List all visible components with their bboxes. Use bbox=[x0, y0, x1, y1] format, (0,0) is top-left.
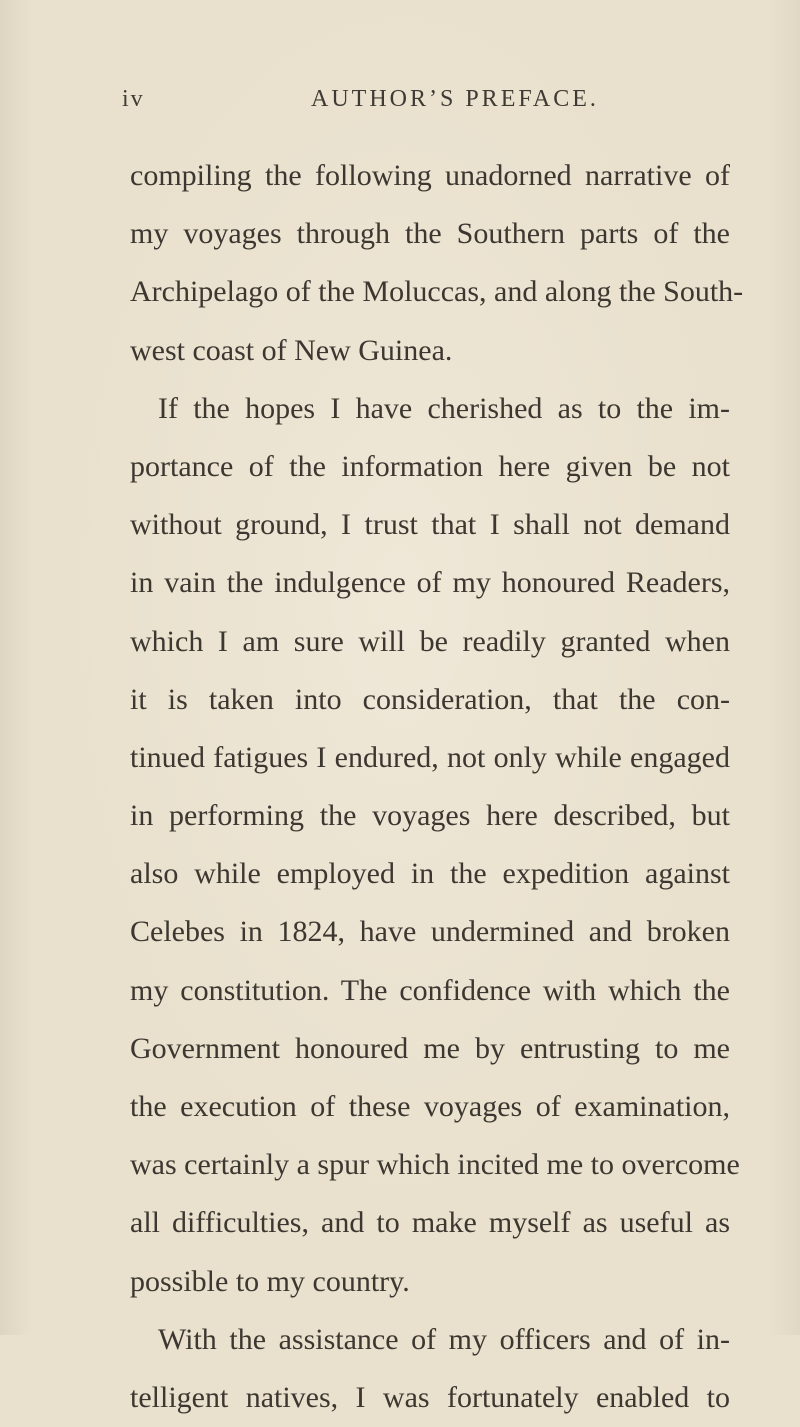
text-line: telligent natives, I was fortunately enabled to bbox=[130, 1380, 730, 1414]
text-line: If the hopes I have cherished as to the im- bbox=[158, 391, 730, 425]
text-line: all difficulties, and to make myself as useful as bbox=[130, 1206, 730, 1240]
text-line: With the assistance of my officers and of in- bbox=[158, 1322, 730, 1356]
running-head bbox=[0, 86, 800, 120]
text-line: Archipelago of the Moluccas, and along the South- bbox=[130, 275, 744, 309]
text-line: possible to my country. bbox=[130, 1264, 410, 1298]
text-line: Celebes in 1824, have undermined and broken bbox=[130, 915, 730, 949]
body-text bbox=[130, 147, 744, 1427]
running-head-title: AUTHOR’S PREFACE. bbox=[311, 86, 599, 112]
page-number: iv bbox=[122, 86, 145, 112]
text-line: also while employed in the expedition against bbox=[130, 857, 730, 891]
text-line: which I am sure will be readily granted when bbox=[130, 624, 730, 658]
text-line: it is taken into consideration, that the con- bbox=[130, 682, 730, 716]
text-line: without ground, I trust that I shall not demand bbox=[130, 508, 730, 542]
text-line: compiling the following unadorned narrative of bbox=[130, 159, 730, 192]
text-line: in performing the voyages here described, but bbox=[130, 799, 730, 833]
text-line: my voyages through the Southern parts of the bbox=[130, 217, 730, 251]
text-line: my constitution. The confidence with which the bbox=[130, 973, 730, 1007]
text-line: was certainly a spur which incited me to overcome bbox=[130, 1148, 740, 1182]
text-line: tinued fatigues I endured, not only while engaged bbox=[130, 740, 730, 774]
text-line: in vain the indulgence of my honoured Readers, bbox=[130, 566, 730, 600]
text-line: west coast of New Guinea. bbox=[130, 333, 453, 367]
text-line: the execution of these voyages of examination, bbox=[130, 1090, 730, 1123]
text-line: Government honoured me by entrusting to me bbox=[130, 1031, 730, 1065]
text-line: portance of the information here given be not bbox=[130, 449, 730, 483]
